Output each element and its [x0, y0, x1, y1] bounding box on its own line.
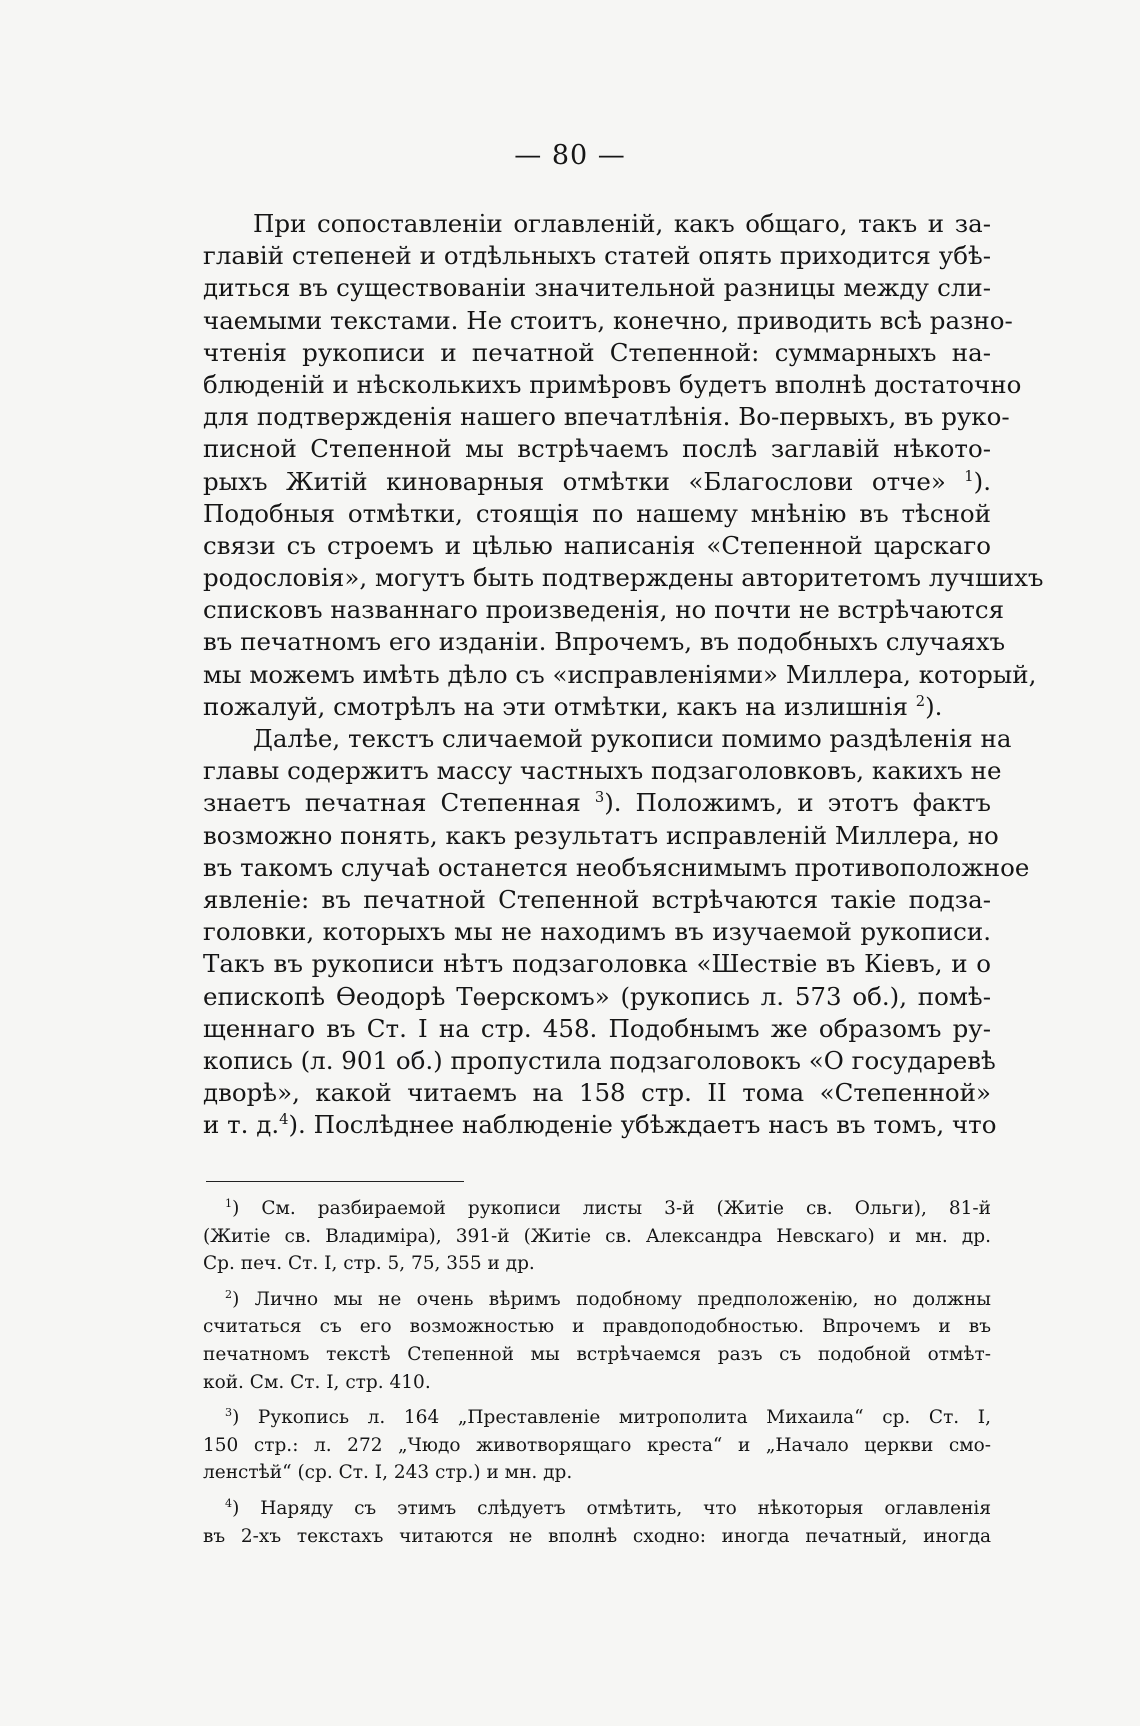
text-line: щеннаго въ Ст. I на стр. 458. Подобнымъ же образомъ ру- — [203, 1013, 991, 1043]
text-line: для подтвержденія нашего впечатлѣнія. Во-первыхъ, въ руко- — [203, 402, 1010, 432]
text-line: При сопоставленіи оглавленій, какъ общаго, такъ и за- — [253, 209, 991, 238]
text-line: возможно понять, какъ результатъ исправленій Миллера, но — [203, 820, 999, 850]
footnote-line: 150 стр.: л. 272 „Чюдо животворящаго креста“ и „Начало церкви смо- — [203, 1434, 991, 1456]
text-line — [203, 787, 991, 819]
text-line: дворѣ», какой читаемъ на 158 стр. II тома «Степенной» — [203, 1078, 991, 1108]
footnote-line: ленстѣй“ (ср. Ст. I, 243 стр.) и мн. др. — [203, 1462, 573, 1484]
page-number: — 80 — — [514, 140, 626, 171]
footnote-4 — [203, 1495, 991, 1550]
text-line: главы содержитъ массу частныхъ подзаголовковъ, какихъ не — [203, 756, 1002, 786]
text-segment: и т. д. — [203, 1110, 280, 1140]
text-line: въ такомъ случаѣ останется необъяснимымъ противоположное — [203, 852, 1030, 882]
text-segment: ) Рукопись л. 164 „Преставленіе митрополита Михаила“ ср. Ст. I, — [232, 1407, 991, 1429]
footnote-marker: 3 — [225, 1406, 233, 1419]
text-segment: ) См. разбираемой рукописи листы 3-й (Житіе св. Ольги), 81-й — [232, 1198, 991, 1219]
footnote-divider — [206, 1181, 464, 1182]
text-line: явленіе: въ печатной Степенной встрѣчаются такіе подза- — [203, 884, 991, 914]
footnote-2 — [203, 1286, 991, 1396]
text-line: писной Степенной мы встрѣчаемъ послѣ заглавій нѣкото- — [203, 434, 991, 464]
footnote-line: считаться съ его возможностью и правдоподобностью. Впрочемъ и въ — [203, 1316, 991, 1338]
footnote-line: кой. См. Ст. I, стр. 410. — [203, 1371, 431, 1393]
footnote-3 — [203, 1404, 991, 1487]
footnote-line: (Житіе св. Владиміра), 391-й (Житіе св. Александра Невскаго) и мн. др. — [203, 1225, 991, 1247]
main-text — [203, 208, 1044, 1141]
text-line: епископѣ Ѳеодорѣ Тѳерскомъ» (рукопись л. 573 об.), помѣ- — [203, 981, 991, 1011]
footnote-line — [203, 1495, 991, 1523]
text-line: Такъ въ рукописи нѣтъ подзаголовка «Шествіе въ Кіевъ, и о — [203, 949, 991, 979]
footnote-marker: 2 — [225, 1287, 233, 1301]
text-line: копись (л. 901 об.) пропустила подзаголовокъ «О государевѣ — [203, 1045, 996, 1075]
text-line: чаемыми текстами. Не стоитъ, конечно, приводить всѣ разно- — [203, 305, 1013, 335]
footnote-marker: 4 — [225, 1496, 233, 1510]
text-line: и т. д.$^4$). Послѣднее наблюденіе убѣждаетъ насъ въ томъ, что — [203, 1110, 997, 1140]
footnote-line — [203, 1286, 991, 1314]
text-segment: ). — [925, 691, 943, 721]
footnote-marker: 1 — [225, 1196, 233, 1210]
footnote-line: въ 2-хъ текстахъ читаются не вполнѣ сходно: иногда печатный, иногда — [203, 1525, 991, 1547]
text-line: списковъ названнаго произведенія, но почти не встрѣчаются — [203, 595, 1005, 625]
footnote-1 — [203, 1195, 991, 1278]
text-line: мы можемъ имѣть дѣло съ «исправленіями» Миллера, который, — [203, 659, 1037, 689]
text-segment: рыхъ Житій киноварныя отмѣтки «Благослови отче» — [203, 466, 946, 496]
text-line — [203, 691, 991, 723]
text-segment: ) Наряду съ этимъ слѣдуетъ отмѣтить, что нѣкоторыя оглавленія — [232, 1497, 991, 1519]
text-line: въ печатномъ его изданіи. Впрочемъ, въ подобныхъ случаяхъ — [203, 627, 1006, 657]
footnote-line — [203, 1195, 991, 1223]
text-line: главій степеней и отдѣльныхъ статей опять приходится убѣ- — [203, 241, 991, 271]
text-segment: ). — [973, 466, 991, 496]
text-line: диться въ существованіи значительной разницы между сли- — [203, 273, 991, 303]
footnote-line: Ср. печ. Ст. I, стр. 5, 75, 355 и др. — [203, 1253, 535, 1275]
footnote-line — [203, 1404, 991, 1432]
footnote-ref[interactable]: 3 — [594, 789, 605, 807]
text-line: родословія», могутъ быть подтверждены авторитетомъ лучшихъ — [203, 563, 1044, 593]
footnotes — [203, 1195, 991, 1550]
text-segment: ) Лично мы не очень вѣримъ подобному предположенію, но должны — [232, 1288, 991, 1310]
footnote-ref[interactable]: 2 — [915, 692, 926, 710]
text-line: чтенія рукописи и печатной Степенной: суммарныхъ на- — [203, 337, 991, 367]
text-line — [203, 466, 991, 498]
footnote-line: печатномъ текстѣ Степенной мы встрѣчаемся разъ съ подобной отмѣт- — [203, 1343, 991, 1365]
text-line: Далѣе, текстъ сличаемой рукописи помимо раздѣленія на — [253, 724, 1012, 753]
text-line: Подобныя отмѣтки, стоящія по нашему мнѣнію въ тѣсной — [203, 498, 991, 528]
text-segment: ). Положимъ, и этотъ фактъ — [604, 788, 991, 818]
text-line: связи съ строемъ и цѣлью написанія «Степенной царскаго — [203, 530, 991, 560]
text-segment: знаетъ печатная Степенная — [203, 788, 581, 818]
footnote-ref[interactable]: 1 — [964, 467, 974, 485]
text-line: блюденій и нѣсколькихъ примѣровъ будетъ вполнѣ достаточно — [203, 369, 1022, 399]
text-segment: пожалуй, смотрѣлъ на эти отмѣтки, какъ на излишнія — [203, 691, 908, 721]
text-segment: Послѣднее наблюденіе убѣждаетъ насъ въ томъ, что — [313, 1110, 997, 1140]
text-line: головки, которыхъ мы не находимъ въ изучаемой рукописи. — [203, 917, 991, 947]
footnote-ref[interactable]: 4 — [279, 1111, 289, 1129]
